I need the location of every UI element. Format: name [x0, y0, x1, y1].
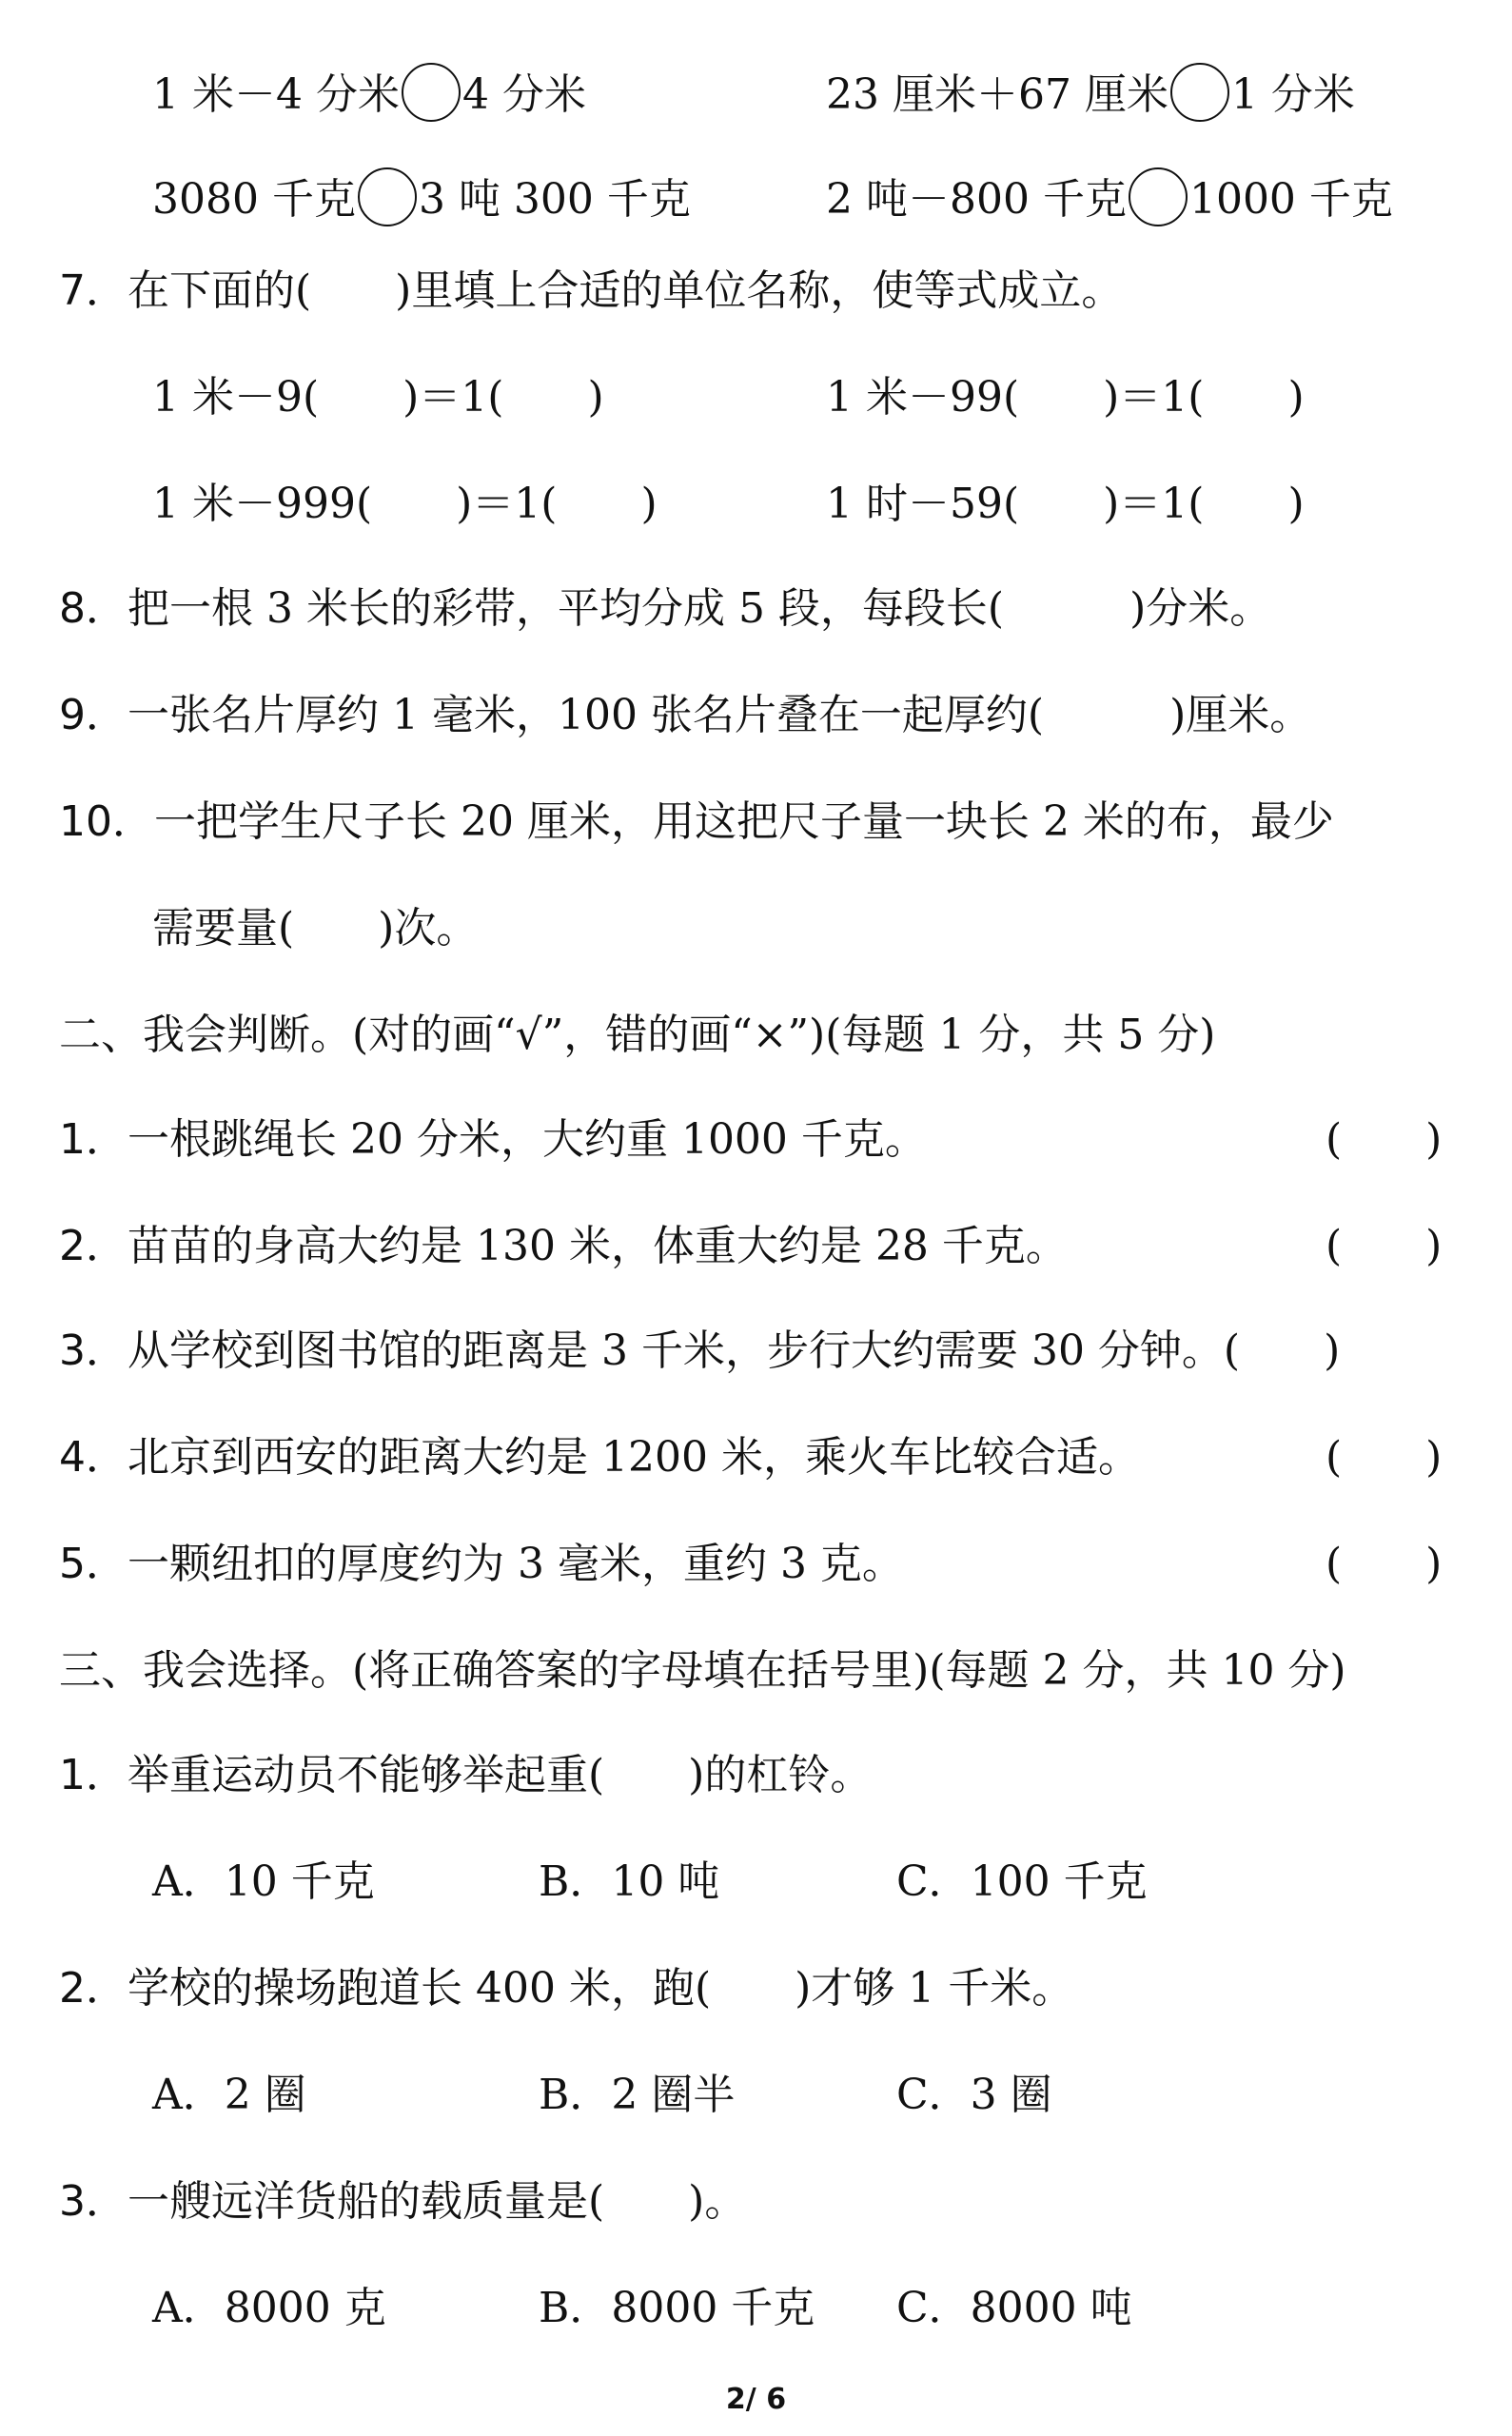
- question-text: 北京到西安的距离大约是 1200 米，乘火车比较合适。: [128, 1433, 1140, 1482]
- question-text: 一根跳绳长 20 分米，大约重 1000 千克。: [128, 1115, 927, 1164]
- answer-paren[interactable]: ( ): [1325, 1222, 1443, 1270]
- choice-question: [59, 2173, 746, 2230]
- question-7: [59, 263, 1123, 320]
- question-number: 2．: [59, 1964, 128, 2013]
- page-number: 2/ 6: [725, 2383, 787, 2416]
- option-a[interactable]: A．2 圈: [152, 2071, 306, 2119]
- compare-right: 1000 千克: [1188, 175, 1393, 224]
- section-title: 三、我会选择。(将正确答案的字母填在括号里)(每题 2 分，共 10 分): [59, 1646, 1346, 1695]
- question-9: [59, 687, 1311, 744]
- judge-item: [59, 1111, 927, 1169]
- question-text: 把一根 3 米长的彩带，平均分成 5 段，每段长( )分米。: [128, 584, 1272, 633]
- judge-item: [59, 1323, 1340, 1380]
- compare-right: 3 吨 300 千克: [418, 175, 691, 224]
- compare-left: 3080 千克: [152, 175, 356, 224]
- question-number: 3．: [59, 2177, 128, 2226]
- compare-item: [152, 167, 691, 228]
- question-number: 3．: [59, 1326, 128, 1375]
- equation: 1 米－99( )＝1( ): [826, 373, 1305, 422]
- question-number: 10．: [59, 797, 154, 846]
- question-text: 一把学生尺子长 20 厘米，用这把尺子量一块长 2 米的布，最少: [154, 797, 1334, 846]
- question-number: 5．: [59, 1540, 128, 1588]
- option-a[interactable]: A．10 千克: [152, 1857, 375, 1906]
- question-number: 1．: [59, 1751, 128, 1799]
- answer-circle[interactable]: [358, 167, 417, 226]
- judge-item: [59, 1218, 1068, 1275]
- question-8: [59, 580, 1271, 638]
- answer-paren[interactable]: ( ): [1325, 1540, 1443, 1588]
- compare-left: 2 吨－800 千克: [826, 175, 1127, 224]
- choice-question: [59, 1747, 872, 1804]
- compare-item: [826, 167, 1393, 228]
- option-b[interactable]: B．2 圈半: [539, 2071, 736, 2119]
- question-text: 一艘远洋货船的载质量是( )。: [128, 2177, 747, 2226]
- option-b[interactable]: B．10 吨: [539, 1857, 720, 1906]
- question-10: [59, 794, 1334, 851]
- question-text-continued: 需要量( )次。: [152, 904, 479, 953]
- compare-right: 4 分米: [461, 70, 586, 119]
- question-text: 一张名片厚约 1 毫米，100 张名片叠在一起厚约( )厘米。: [128, 691, 1312, 739]
- question-number: 1．: [59, 1115, 128, 1164]
- option-c[interactable]: C．8000 吨: [896, 2284, 1132, 2332]
- question-text: 从学校到图书馆的距离是 3 千米，步行大约需要 30 分钟。( ): [128, 1326, 1341, 1375]
- answer-paren[interactable]: ( ): [1325, 1433, 1443, 1482]
- answer-circle[interactable]: [1170, 63, 1229, 122]
- answer-circle[interactable]: [402, 63, 461, 122]
- question-text: 一颗纽扣的厚度约为 3 毫米，重约 3 克。: [128, 1540, 904, 1588]
- section-title: 二、我会判断。(对的画“√”，错的画“×”)(每题 1 分，共 5 分): [59, 1011, 1216, 1059]
- answer-circle[interactable]: [1129, 167, 1188, 226]
- option-b[interactable]: B．8000 千克: [539, 2284, 815, 2332]
- equation: 1 时－59( )＝1( ): [826, 480, 1305, 528]
- compare-item: [826, 63, 1355, 124]
- compare-left: 1 米－4 分米: [152, 70, 400, 119]
- option-c[interactable]: C．3 圈: [896, 2071, 1052, 2119]
- question-text: 苗苗的身高大约是 130 米，体重大约是 28 千克。: [128, 1222, 1068, 1270]
- compare-left: 23 厘米＋67 厘米: [826, 70, 1168, 119]
- question-text: 学校的操场跑道长 400 米，跑( )才够 1 千米。: [128, 1964, 1074, 2013]
- option-a[interactable]: A．8000 克: [152, 2284, 386, 2332]
- option-c[interactable]: C．100 千克: [896, 1857, 1148, 1906]
- question-text: 举重运动员不能够举起重( )的杠铃。: [128, 1751, 873, 1799]
- judge-item: [59, 1536, 904, 1593]
- judge-item: [59, 1429, 1140, 1486]
- equation: 1 米－9( )＝1( ): [152, 373, 604, 422]
- question-number: 7．: [59, 266, 128, 315]
- question-number: 2．: [59, 1222, 128, 1270]
- compare-item: [152, 63, 586, 124]
- answer-paren[interactable]: ( ): [1325, 1115, 1443, 1164]
- compare-right: 1 分米: [1230, 70, 1355, 119]
- choice-question: [59, 1960, 1073, 2017]
- question-number: 8．: [59, 584, 128, 633]
- question-text: 在下面的( )里填上合适的单位名称，使等式成立。: [128, 266, 1124, 315]
- equation: 1 米－999( )＝1( ): [152, 480, 658, 528]
- question-number: 9．: [59, 691, 128, 739]
- question-number: 4．: [59, 1433, 128, 1482]
